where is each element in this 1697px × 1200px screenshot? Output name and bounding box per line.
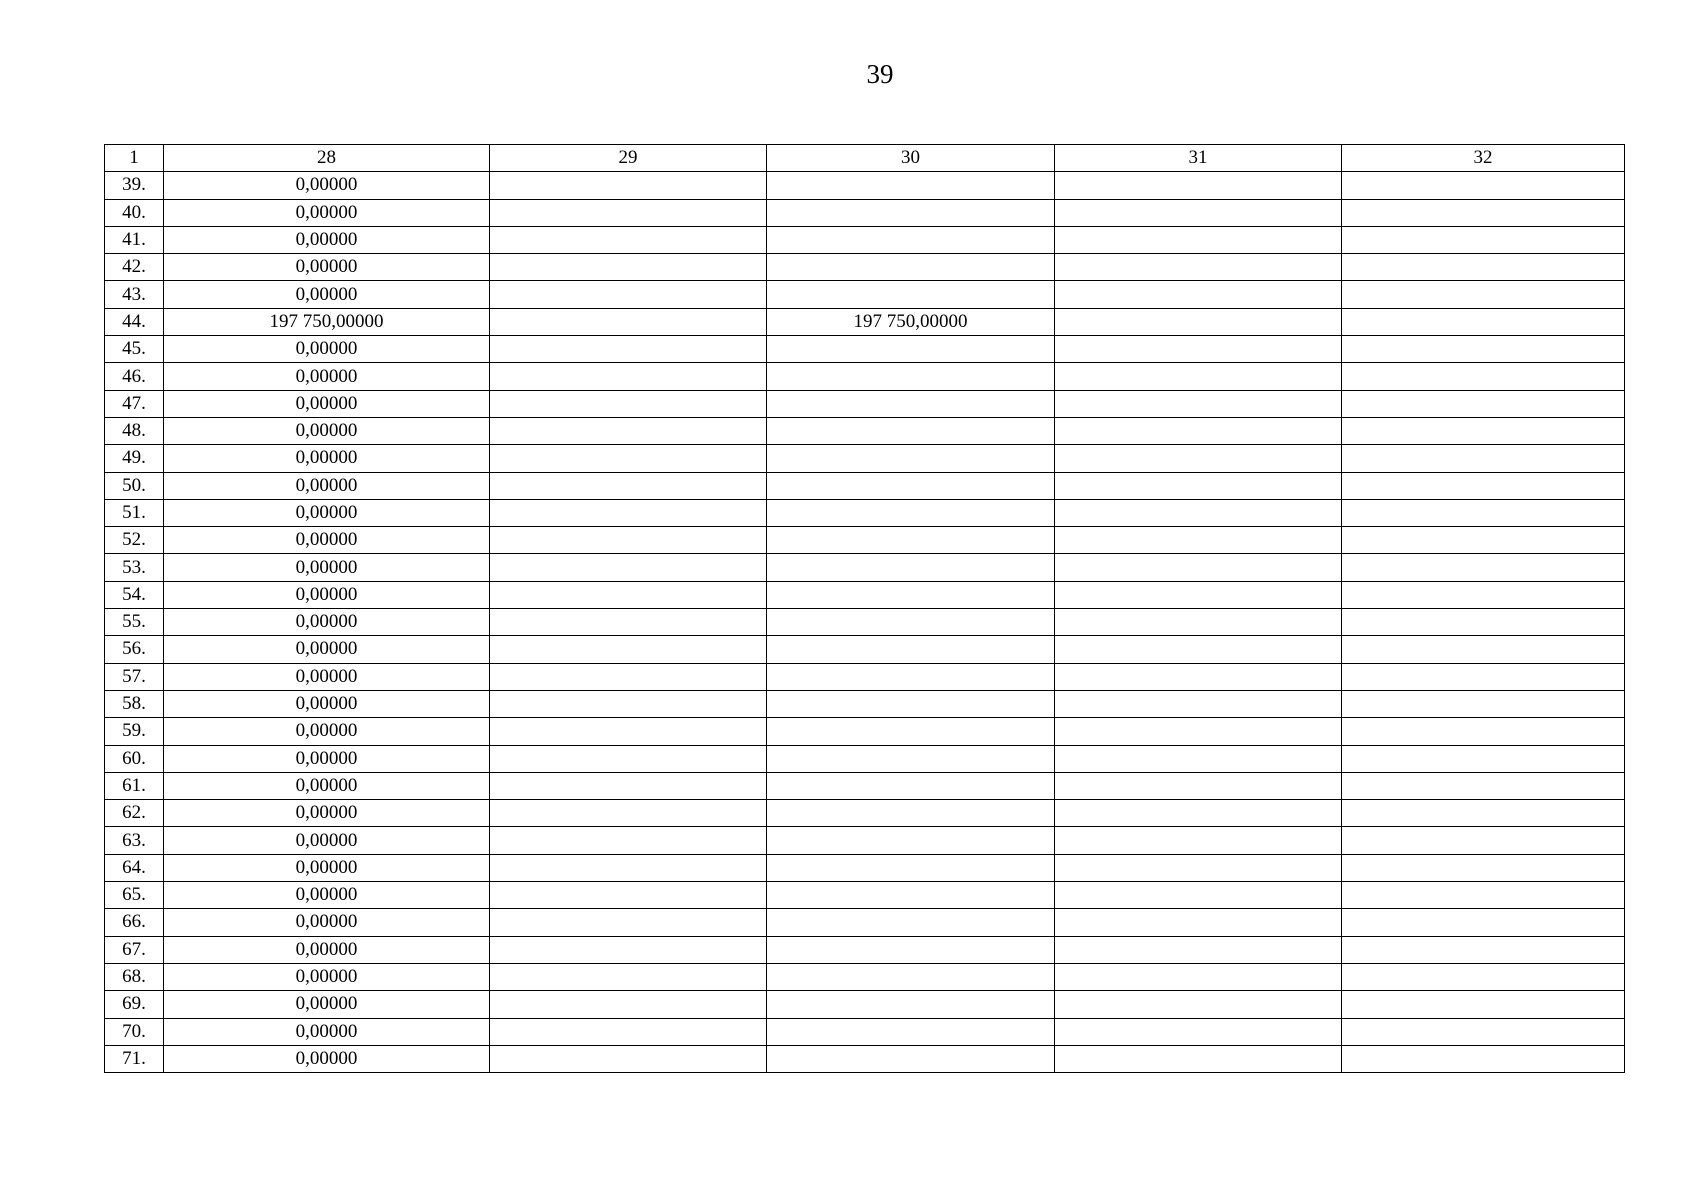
table-cell	[1055, 800, 1342, 827]
table-cell: 0,00000	[164, 363, 490, 390]
table-cell: 0,00000	[164, 854, 490, 881]
table-cell	[1055, 636, 1342, 663]
row-number-cell: 67.	[105, 936, 164, 963]
table-cell	[767, 254, 1055, 281]
table-cell	[490, 527, 767, 554]
table-cell: 0,00000	[164, 936, 490, 963]
row-number-cell: 39.	[105, 172, 164, 199]
table-cell	[1342, 527, 1625, 554]
table-cell	[1055, 308, 1342, 335]
table-row	[105, 527, 1625, 554]
table-row	[105, 363, 1625, 390]
table-cell	[767, 882, 1055, 909]
table-cell	[1055, 199, 1342, 226]
table-cell	[1342, 827, 1625, 854]
table-cell	[767, 581, 1055, 608]
table-cell	[490, 909, 767, 936]
table-cell	[490, 636, 767, 663]
table-cell	[1342, 172, 1625, 199]
table-cell	[1055, 609, 1342, 636]
row-number-cell: 47.	[105, 390, 164, 417]
table-cell: 0,00000	[164, 581, 490, 608]
table-cell	[1342, 772, 1625, 799]
table-cell	[767, 800, 1055, 827]
table-cell	[1342, 281, 1625, 308]
table-cell	[490, 254, 767, 281]
table-cell	[490, 882, 767, 909]
table-cell	[1055, 827, 1342, 854]
table-cell: 0,00000	[164, 718, 490, 745]
table-cell	[1342, 1045, 1625, 1072]
table-row	[105, 882, 1625, 909]
table-cell	[490, 690, 767, 717]
row-number-cell: 49.	[105, 445, 164, 472]
table-cell	[1055, 472, 1342, 499]
table-cell	[767, 772, 1055, 799]
table-cell	[1342, 363, 1625, 390]
table-cell: 0,00000	[164, 909, 490, 936]
table-cell	[1055, 554, 1342, 581]
table-cell	[767, 281, 1055, 308]
table-cell	[490, 336, 767, 363]
table-cell	[1342, 308, 1625, 335]
row-number-cell: 59.	[105, 718, 164, 745]
table-cell	[1342, 854, 1625, 881]
row-number-cell: 55.	[105, 609, 164, 636]
column-header: 30	[767, 145, 1055, 172]
table-cell	[1342, 800, 1625, 827]
table-cell: 0,00000	[164, 800, 490, 827]
table-cell	[1342, 499, 1625, 526]
table-cell	[1055, 336, 1342, 363]
table-cell	[1055, 936, 1342, 963]
table-cell	[767, 554, 1055, 581]
table-cell	[1055, 527, 1342, 554]
table-cell: 0,00000	[164, 772, 490, 799]
table-cell: 0,00000	[164, 1045, 490, 1072]
table-cell	[1342, 390, 1625, 417]
table-cell	[490, 1045, 767, 1072]
table-cell	[490, 1018, 767, 1045]
table-row	[105, 172, 1625, 199]
table-cell: 0,00000	[164, 199, 490, 226]
table-cell	[1055, 882, 1342, 909]
table-row	[105, 254, 1625, 281]
table-cell	[1342, 472, 1625, 499]
table-cell	[767, 445, 1055, 472]
table-cell: 0,00000	[164, 991, 490, 1018]
table-cell: 0,00000	[164, 745, 490, 772]
table-cell	[1342, 417, 1625, 444]
row-number-cell: 58.	[105, 690, 164, 717]
row-number-cell: 61.	[105, 772, 164, 799]
table-cell	[490, 445, 767, 472]
column-header: 32	[1342, 145, 1625, 172]
table-cell	[490, 226, 767, 253]
table-cell	[490, 554, 767, 581]
table-cell	[1055, 417, 1342, 444]
row-number-cell: 45.	[105, 336, 164, 363]
table-cell: 0,00000	[164, 963, 490, 990]
table-cell	[767, 472, 1055, 499]
table-cell: 0,00000	[164, 827, 490, 854]
table-row	[105, 909, 1625, 936]
table-row	[105, 663, 1625, 690]
table-cell	[1342, 936, 1625, 963]
table-header-row	[105, 145, 1625, 172]
table-cell	[1342, 718, 1625, 745]
row-number-cell: 40.	[105, 199, 164, 226]
row-number-cell: 56.	[105, 636, 164, 663]
table-cell	[767, 363, 1055, 390]
table-cell	[1342, 690, 1625, 717]
table-cell	[767, 936, 1055, 963]
table-cell: 0,00000	[164, 527, 490, 554]
table-cell	[1342, 909, 1625, 936]
table-cell	[1342, 1018, 1625, 1045]
data-table	[104, 144, 1625, 1073]
row-number-cell: 66.	[105, 909, 164, 936]
table-cell	[767, 336, 1055, 363]
table-cell: 0,00000	[164, 499, 490, 526]
table-cell	[490, 609, 767, 636]
table-cell	[1055, 690, 1342, 717]
table-cell	[1055, 663, 1342, 690]
row-number-cell: 53.	[105, 554, 164, 581]
table-cell: 0,00000	[164, 609, 490, 636]
table-cell	[767, 718, 1055, 745]
table-cell	[1055, 745, 1342, 772]
table-cell	[490, 854, 767, 881]
table-row	[105, 308, 1625, 335]
table-row	[105, 336, 1625, 363]
table-cell	[490, 663, 767, 690]
table-cell	[767, 609, 1055, 636]
table-cell: 0,00000	[164, 1018, 490, 1045]
table-cell: 197 750,00000	[767, 308, 1055, 335]
table-cell	[1055, 390, 1342, 417]
table-body	[105, 172, 1625, 1073]
table-cell	[490, 991, 767, 1018]
table-cell	[767, 745, 1055, 772]
table-row	[105, 390, 1625, 417]
table-cell	[490, 281, 767, 308]
table-row	[105, 1018, 1625, 1045]
table-cell	[1342, 226, 1625, 253]
table-cell	[490, 172, 767, 199]
column-header: 1	[105, 145, 164, 172]
row-number-cell: 46.	[105, 363, 164, 390]
table-cell: 197 750,00000	[164, 308, 490, 335]
row-number-cell: 51.	[105, 499, 164, 526]
table-cell	[1342, 636, 1625, 663]
row-number-cell: 44.	[105, 308, 164, 335]
table-cell	[1055, 1018, 1342, 1045]
row-number-cell: 57.	[105, 663, 164, 690]
table-cell	[490, 581, 767, 608]
table-cell	[767, 1018, 1055, 1045]
table-cell: 0,00000	[164, 882, 490, 909]
table-row	[105, 800, 1625, 827]
table-cell	[1055, 718, 1342, 745]
table-row	[105, 1045, 1625, 1072]
table-row	[105, 936, 1625, 963]
table-cell	[1055, 909, 1342, 936]
table-cell	[767, 963, 1055, 990]
table-cell	[767, 172, 1055, 199]
table-row	[105, 281, 1625, 308]
table-cell: 0,00000	[164, 390, 490, 417]
table-cell	[1342, 882, 1625, 909]
table-cell	[767, 909, 1055, 936]
table-cell: 0,00000	[164, 690, 490, 717]
table-row	[105, 499, 1625, 526]
table-cell	[490, 308, 767, 335]
table-row	[105, 226, 1625, 253]
table-row	[105, 609, 1625, 636]
table-cell	[490, 827, 767, 854]
table-cell	[767, 390, 1055, 417]
table-cell	[1342, 199, 1625, 226]
table-cell	[767, 199, 1055, 226]
table-cell	[490, 499, 767, 526]
table-row	[105, 991, 1625, 1018]
table-cell	[1055, 226, 1342, 253]
table-cell	[767, 827, 1055, 854]
row-number-cell: 69.	[105, 991, 164, 1018]
table-cell	[490, 745, 767, 772]
column-header: 28	[164, 145, 490, 172]
table-cell	[1342, 609, 1625, 636]
page-number: 39	[866, 59, 894, 89]
table-cell	[1055, 172, 1342, 199]
table-cell	[1055, 581, 1342, 608]
table-cell	[490, 472, 767, 499]
row-number-cell: 60.	[105, 745, 164, 772]
table-row	[105, 581, 1625, 608]
table-cell	[1055, 281, 1342, 308]
row-number-cell: 43.	[105, 281, 164, 308]
row-number-cell: 42.	[105, 254, 164, 281]
table-cell	[767, 854, 1055, 881]
table-row	[105, 827, 1625, 854]
table-cell	[1055, 1045, 1342, 1072]
row-number-cell: 70.	[105, 1018, 164, 1045]
table-cell: 0,00000	[164, 472, 490, 499]
table-cell	[1342, 336, 1625, 363]
table-cell	[490, 936, 767, 963]
table-cell: 0,00000	[164, 554, 490, 581]
table-cell	[767, 991, 1055, 1018]
column-header: 31	[1055, 145, 1342, 172]
table-row	[105, 963, 1625, 990]
row-number-cell: 54.	[105, 581, 164, 608]
table-cell	[490, 772, 767, 799]
table-cell	[490, 199, 767, 226]
table-row	[105, 772, 1625, 799]
table-cell: 0,00000	[164, 417, 490, 444]
row-number-cell: 71.	[105, 1045, 164, 1072]
table-cell	[490, 390, 767, 417]
table-row	[105, 854, 1625, 881]
table-row	[105, 472, 1625, 499]
table-cell	[767, 1045, 1055, 1072]
row-number-cell: 48.	[105, 417, 164, 444]
table-cell	[1055, 499, 1342, 526]
table-cell: 0,00000	[164, 663, 490, 690]
table-cell: 0,00000	[164, 336, 490, 363]
table-cell	[767, 636, 1055, 663]
table-cell: 0,00000	[164, 281, 490, 308]
table-cell	[767, 663, 1055, 690]
table-cell	[1342, 663, 1625, 690]
table-cell: 0,00000	[164, 172, 490, 199]
row-number-cell: 64.	[105, 854, 164, 881]
table-cell	[1055, 363, 1342, 390]
row-number-cell: 63.	[105, 827, 164, 854]
table-row	[105, 745, 1625, 772]
table-cell: 0,00000	[164, 254, 490, 281]
table-cell: 0,00000	[164, 445, 490, 472]
table-cell	[1342, 991, 1625, 1018]
table-cell	[1055, 991, 1342, 1018]
table-row	[105, 554, 1625, 581]
table-row	[105, 636, 1625, 663]
table-cell	[767, 527, 1055, 554]
table-cell	[1055, 772, 1342, 799]
row-number-cell: 68.	[105, 963, 164, 990]
table-cell	[1055, 254, 1342, 281]
table-cell	[490, 718, 767, 745]
table-cell	[767, 499, 1055, 526]
table-row	[105, 199, 1625, 226]
table-cell	[1342, 445, 1625, 472]
table-row	[105, 718, 1625, 745]
row-number-cell: 62.	[105, 800, 164, 827]
row-number-cell: 52.	[105, 527, 164, 554]
table-cell	[490, 963, 767, 990]
table-cell: 0,00000	[164, 636, 490, 663]
table-row	[105, 690, 1625, 717]
table-cell	[767, 417, 1055, 444]
table-cell	[1055, 854, 1342, 881]
table-row	[105, 445, 1625, 472]
table-row	[105, 417, 1625, 444]
table-cell: 0,00000	[164, 226, 490, 253]
table-cell	[1342, 581, 1625, 608]
row-number-cell: 41.	[105, 226, 164, 253]
column-header: 29	[490, 145, 767, 172]
table-cell	[767, 690, 1055, 717]
table-cell	[1055, 963, 1342, 990]
row-number-cell: 65.	[105, 882, 164, 909]
table-cell	[1342, 554, 1625, 581]
table-cell	[490, 363, 767, 390]
table-cell	[1342, 745, 1625, 772]
table-cell	[1055, 445, 1342, 472]
table-cell	[490, 800, 767, 827]
table-cell	[490, 417, 767, 444]
row-number-cell: 50.	[105, 472, 164, 499]
table-cell	[1342, 254, 1625, 281]
table-cell	[767, 226, 1055, 253]
table-cell	[1342, 963, 1625, 990]
